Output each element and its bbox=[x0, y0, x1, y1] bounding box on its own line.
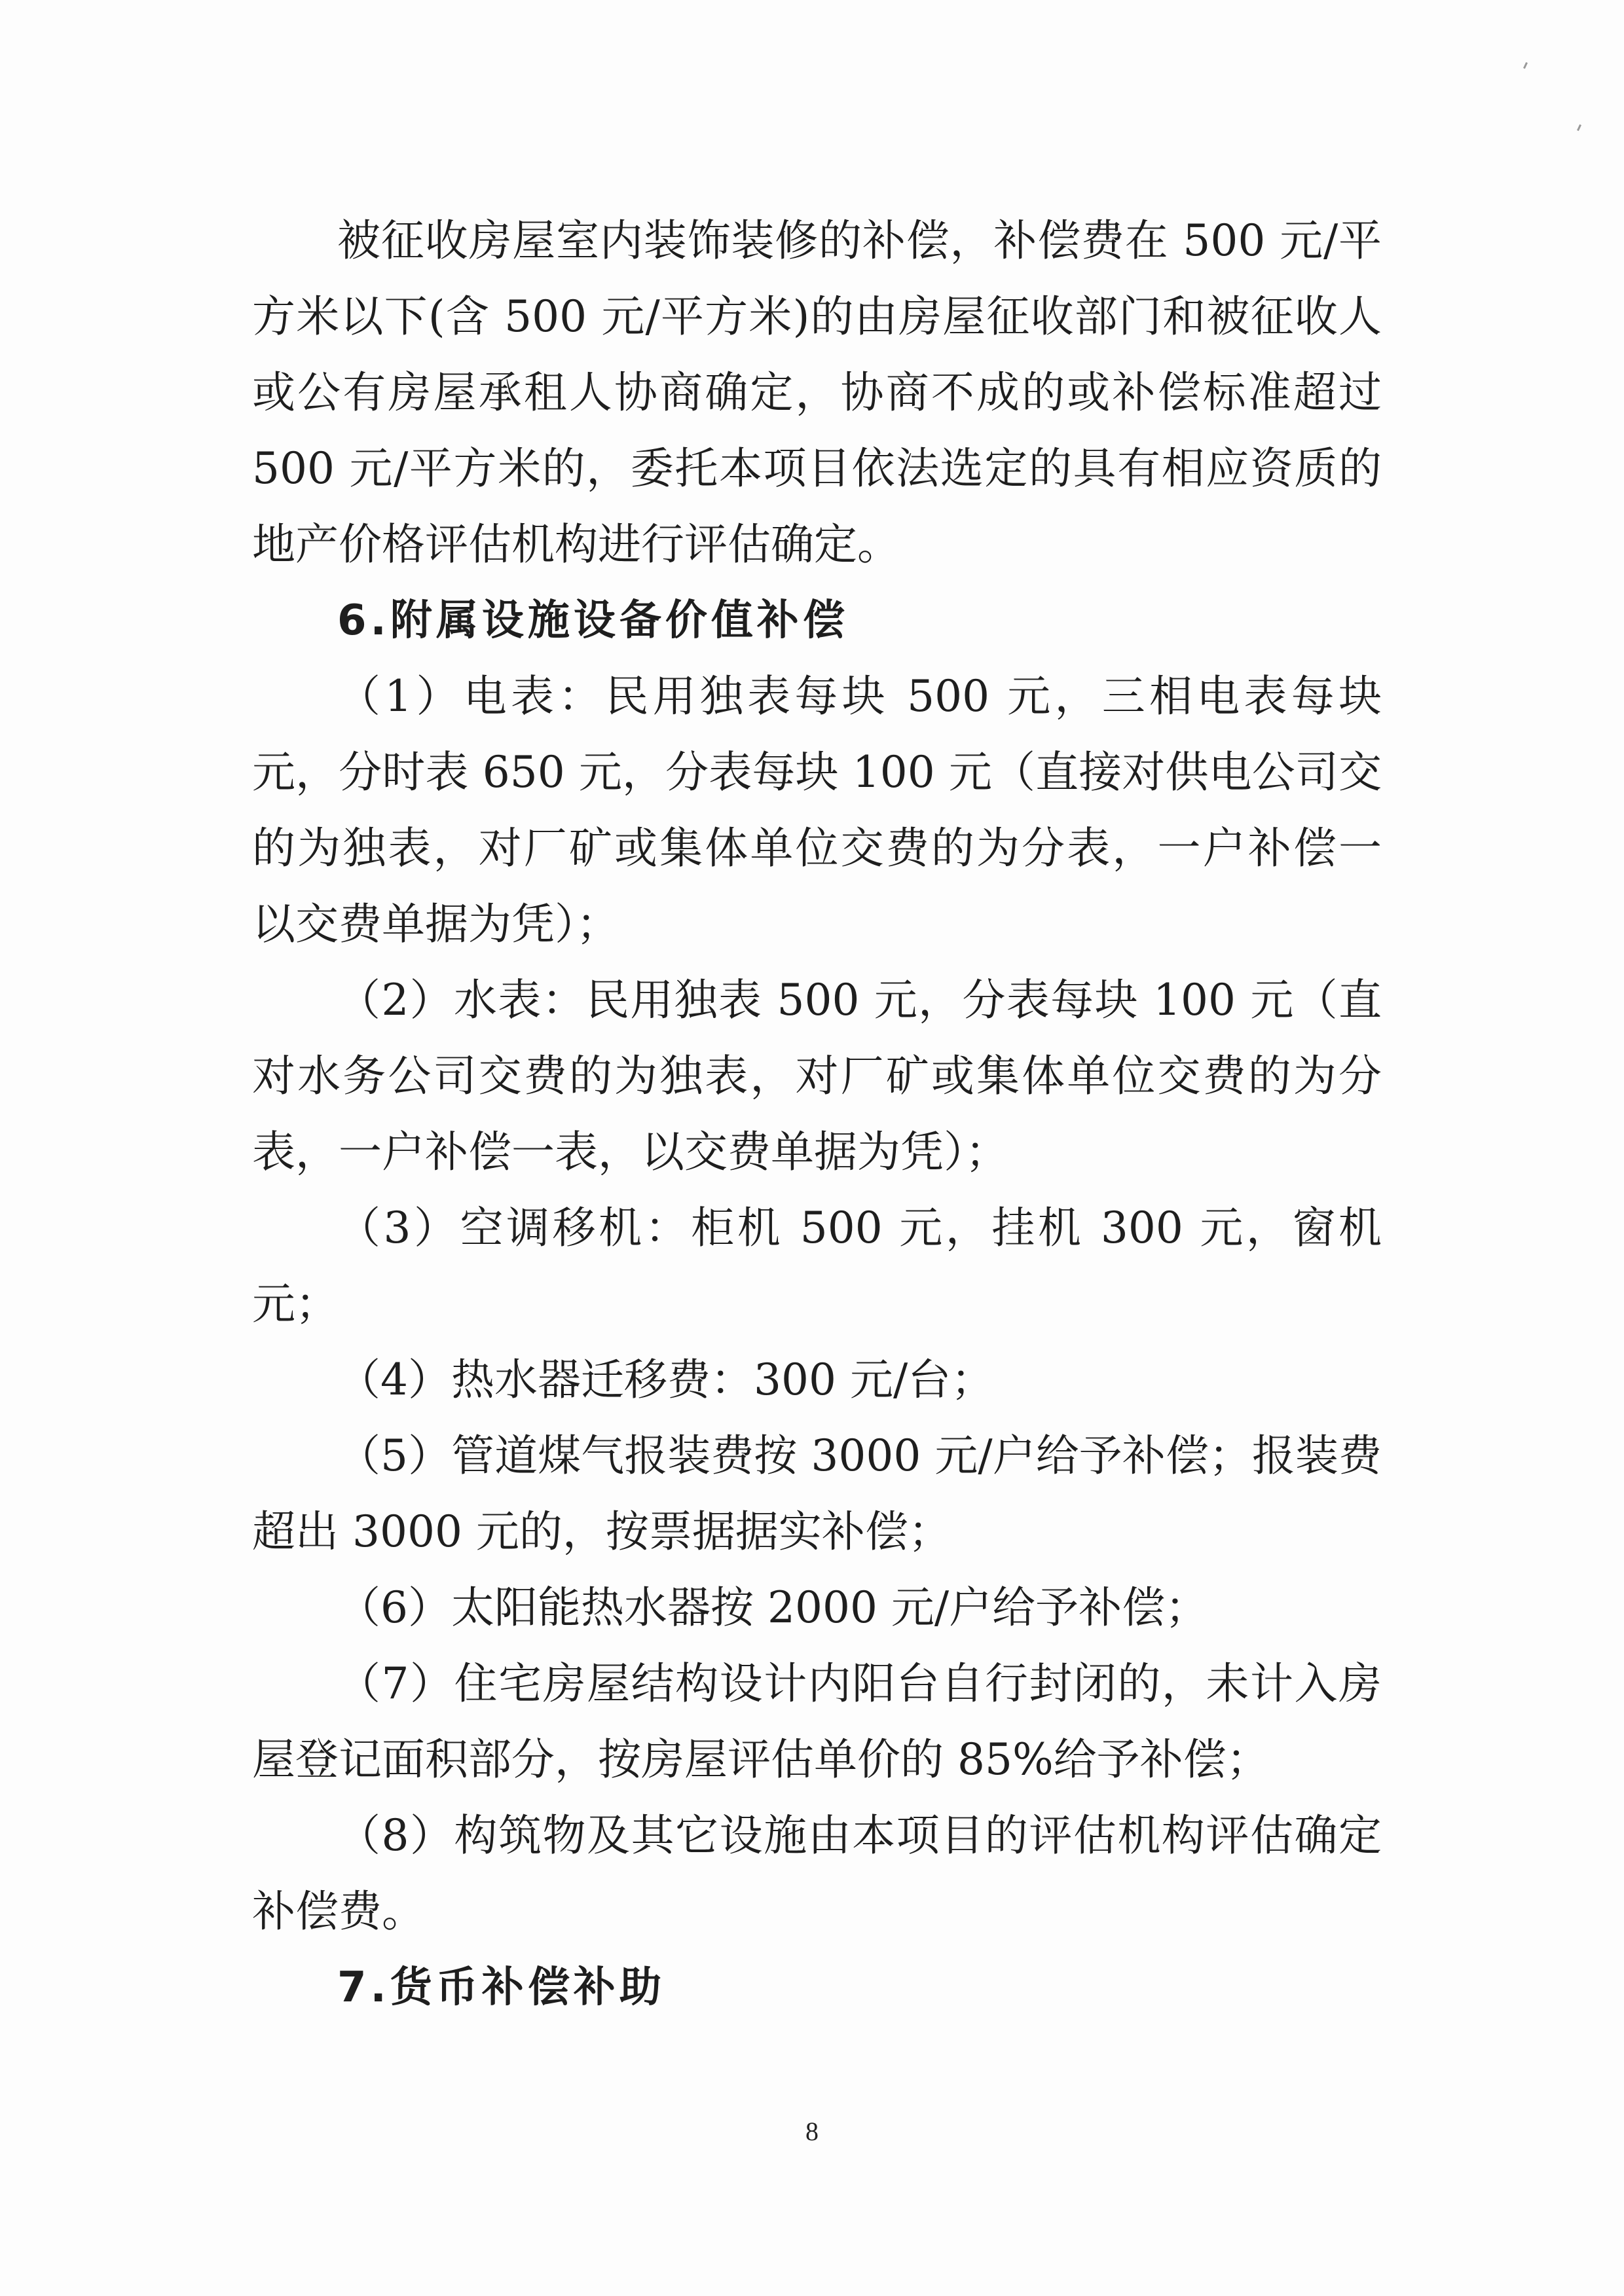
body-line: （4）热水器迁移费：300 元/台； bbox=[337, 1355, 995, 1405]
section-heading: 7.货币补偿补助 bbox=[337, 1963, 665, 2012]
body-line: 500 元/平方米的，委托本项目依法选定的具有相应资质的 bbox=[252, 443, 1382, 494]
body-line: （8）构筑物及其它设施由本项目的评估机构评估确定 bbox=[337, 1810, 1382, 1861]
body-line: 元； bbox=[252, 1279, 339, 1329]
body-line: 被征收房屋室内装饰装修的补偿，补偿费在 500 元/平 bbox=[337, 215, 1382, 266]
scan-speck bbox=[1577, 124, 1581, 131]
body-line: （3）空调移机：柜机 500 元，挂机 300 元，窗机 bbox=[337, 1203, 1382, 1253]
body-line: 地产价格评估机构进行评估确定。 bbox=[252, 519, 900, 570]
body-line: 表，一户补偿一表，以交费单据为凭）； bbox=[252, 1127, 1008, 1177]
body-line: 以交费单据为凭）； bbox=[252, 899, 619, 949]
body-line: 补偿费。 bbox=[252, 1886, 425, 1937]
body-line: 超出 3000 元的，按票据据实补偿； bbox=[252, 1506, 951, 1557]
body-line: （1）电表：民用独表每块 500 元，三相电表每块 bbox=[337, 671, 1382, 721]
body-line: （6）太阳能热水器按 2000 元/户给予补偿； bbox=[337, 1582, 1209, 1633]
body-line: 的为独表，对厂矿或集体单位交费的为分表，一户补偿一 bbox=[252, 823, 1382, 873]
body-line: 屋登记面积部分，按房屋评估单价的 85%给予补偿； bbox=[252, 1734, 1270, 1785]
body-line: 方米以下(含 500 元/平方米)的由房屋征收部门和被征收人 bbox=[252, 291, 1382, 342]
body-line: （5）管道煤气报装费按 3000 元/户给予补偿；报装费 bbox=[337, 1430, 1382, 1481]
body-line: 对水务公司交费的为独表，对厂矿或集体单位交费的为分 bbox=[252, 1051, 1382, 1101]
body-line: （7）住宅房屋结构设计内阳台自行封闭的，未计入房 bbox=[337, 1658, 1382, 1709]
body-line: 或公有房屋承租人协商确定，协商不成的或补偿标准超过 bbox=[252, 367, 1382, 418]
body-line: （2）水表：民用独表 500 元，分表每块 100 元（直 bbox=[337, 975, 1382, 1025]
section-heading: 6.附属设施设备价值补偿 bbox=[337, 596, 849, 645]
scan-speck bbox=[1523, 62, 1528, 69]
page-number: 8 bbox=[805, 2117, 819, 2146]
body-line: 元，分时表 650 元，分表每块 100 元（直接对供电公司交 bbox=[252, 747, 1382, 797]
